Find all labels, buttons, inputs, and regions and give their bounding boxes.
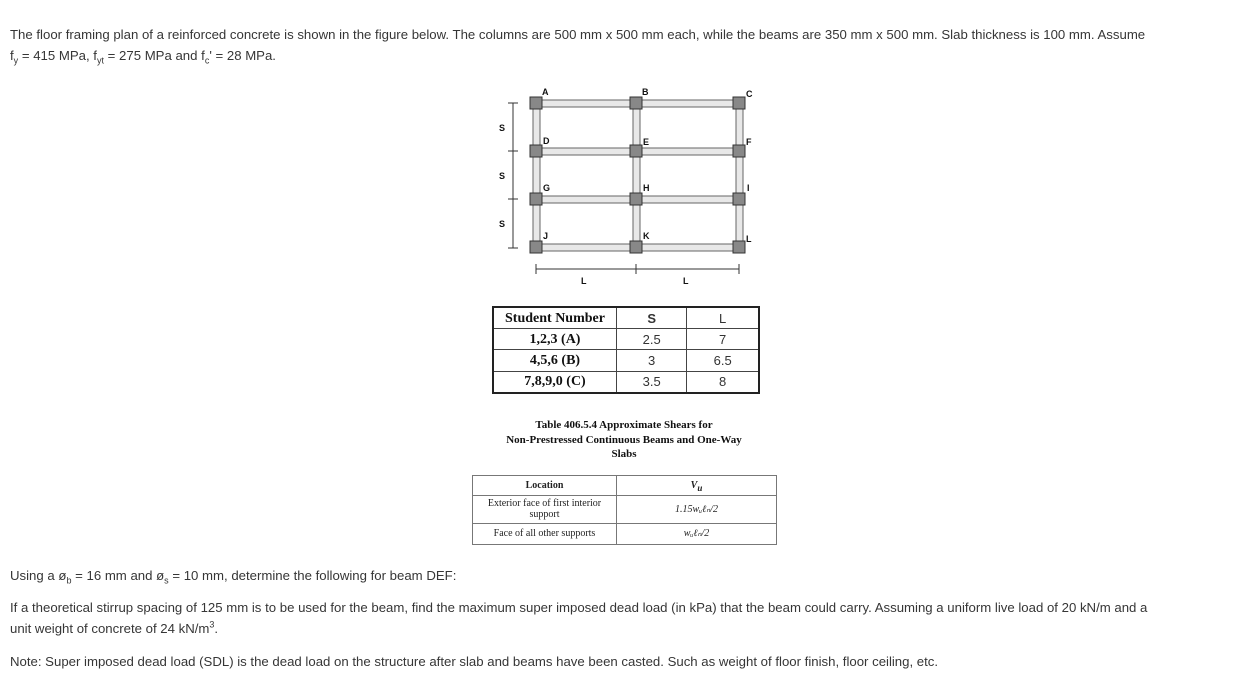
material-properties: $f_y = 415$ MPa, $f_{yt} = 275$ MPa and $f_c' = 28$ MPa. [10,48,276,66]
dimension-l [536,264,739,274]
label-D: D [543,136,550,146]
cell-vu: wᵤℓₙ/2 [617,523,777,544]
shear-table-caption [486,418,762,462]
header-s: S [617,307,687,329]
table-row [493,329,759,350]
cell-l: 6.5 [687,350,759,371]
floor-framing-plan [498,84,768,294]
table-row [473,496,777,523]
given-diameters: Using a $ø_b = 16$ mm and $ø_s = 10$ mm, determine the following for beam DEF: [10,568,457,586]
student-table [492,306,760,394]
label-F: F [746,137,752,147]
label-G: G [543,183,551,193]
dim-s-2: S [499,171,506,181]
label-K: K [643,231,650,241]
label-A: A [542,87,549,97]
table-row [493,307,759,329]
dim-s-1: S [499,123,506,133]
dim-l-1: L [581,276,587,286]
label-B: B [642,87,649,97]
cell-s: 3.5 [617,371,687,393]
caption-line-1: Table 406.5.4 Approximate Shears for [535,419,713,431]
label-C: C [746,89,753,99]
table-row [493,371,759,393]
dim-l-2: L [683,276,689,286]
cell-student-number: 1,2,3 (A) [493,329,617,350]
dim-s-3: S [499,219,506,229]
intro-line-1: The floor framing plan of a reinforced concrete is shown in the figure below. The columns are 500 mm x 500 mm each, while the beams are 350 mm x 500 mm. Slab thickness is 100 mm. Assume [10,27,1146,42]
caption-line-3: Slabs [611,448,637,460]
table-row [473,476,777,496]
label-I: I [747,183,750,193]
header-student-number: Student Number [493,307,617,329]
cell-location: Exterior face of first interior support [473,496,617,523]
cell-vu: 1.15wᵤℓₙ/2 [617,496,777,523]
label-E: E [643,137,650,147]
cell-student-number: 7,8,9,0 (C) [493,371,617,393]
framing-plan-drawing [498,84,768,294]
header-vu: $V_u$ [617,476,777,496]
note: Note: Super imposed dead load (SDL) is the dead load on the structure after slab and beams have been casted. Such as weight of floor finish, floor ceiling, etc. [10,654,939,669]
label-J: J [543,231,549,241]
header-location: Location [473,476,617,496]
cell-student-number: 4,5,6 (B) [493,350,617,371]
cell-s: 2.5 [617,329,687,350]
table-row [473,523,777,544]
header-l: L [687,307,759,329]
caption-line-2: Non-Prestressed Continuous Beams and One-Way [506,433,742,446]
cell-l: 8 [687,371,759,393]
cell-location: Face of all other supports [473,523,617,544]
shear-table [472,475,777,545]
question: If a theoretical stirrup spacing of 125 mm is to be used for the beam, find the maximum super imposed dead load (in kPa) that the beam could carry. Assuming a uniform live load of 20 kN/m and a unit weight of concrete of 24 $kN/m^3$. [10,600,1148,636]
cell-s: 3 [617,350,687,371]
label-H: H [643,183,650,193]
label-L: L [746,234,752,244]
dimension-s [508,103,518,248]
problem-intro [10,24,1236,66]
table-row [493,350,759,371]
cell-l: 7 [687,329,759,350]
beams-vertical [533,100,743,250]
